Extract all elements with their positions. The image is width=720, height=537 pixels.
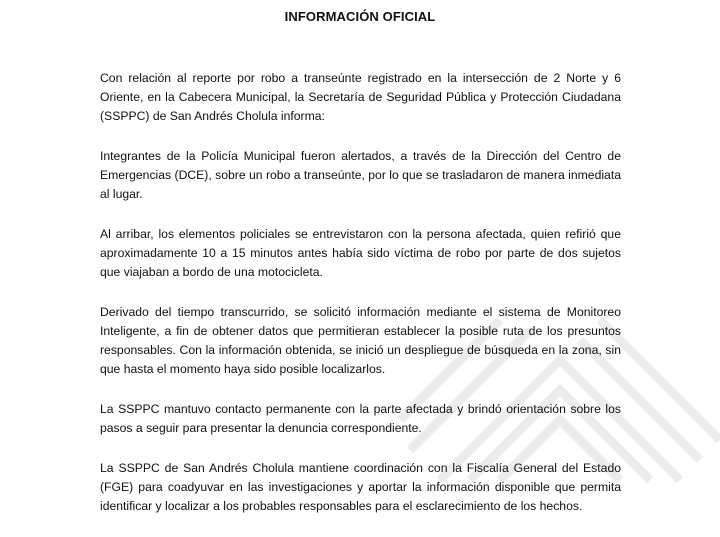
paragraph-coordination: La SSPPC de San Andrés Cholula mantiene coordinación con la Fiscalía General del Estado (FGE) para coadyuvar en las investigaciones y aportar la información disponible que permita identificar y localizar a los probables responsables para el esclarecimiento de los hechos. [100, 461, 621, 513]
document-title: INFORMACIÓN OFICIAL [284, 9, 436, 24]
paragraph-alert: Integrantes de la Policía Municipal fueron alertados, a través de la Dirección del Centro de Emergencias (DCE), sobre un robo a transeúnte, por lo que se trasladaron de manera inmediata al lugar. [100, 149, 621, 201]
paragraph-contact: La SSPPC mantuvo contacto permanente con la parte afectada y brindó orientación sobre los pasos a seguir para presentar la denuncia correspondiente. [100, 402, 621, 435]
paragraph-arrival: Al arribar, los elementos policiales se entrevistaron con la persona afectada, quien refirió que aproximadamente 10 a 15 minutos antes había sido víctima de robo por parte de dos sujetos que viajaban a bordo de una motocicleta. [100, 227, 621, 279]
paragraph-monitoring: Derivado del tiempo transcurrido, se solicitó información mediante el sistema de Monitoreo Inteligente, a fin de obtener datos que permitieran establecer la posible ruta de los presuntos responsables. Con la información obtenida, se inició un despliegue de búsqueda en la zona, sin que hasta el momento haya sido posible localizarlos. [100, 305, 621, 376]
document-body [100, 69, 621, 537]
paragraph-intro: Con relación al reporte por robo a transeúnte registrado en la intersección de 2 Norte y 6 Oriente, en la Cabecera Municipal, la Secretaría de Seguridad Pública y Protección Ciudadana (SSPPC) de San Andrés Cholula informa: [100, 71, 621, 123]
